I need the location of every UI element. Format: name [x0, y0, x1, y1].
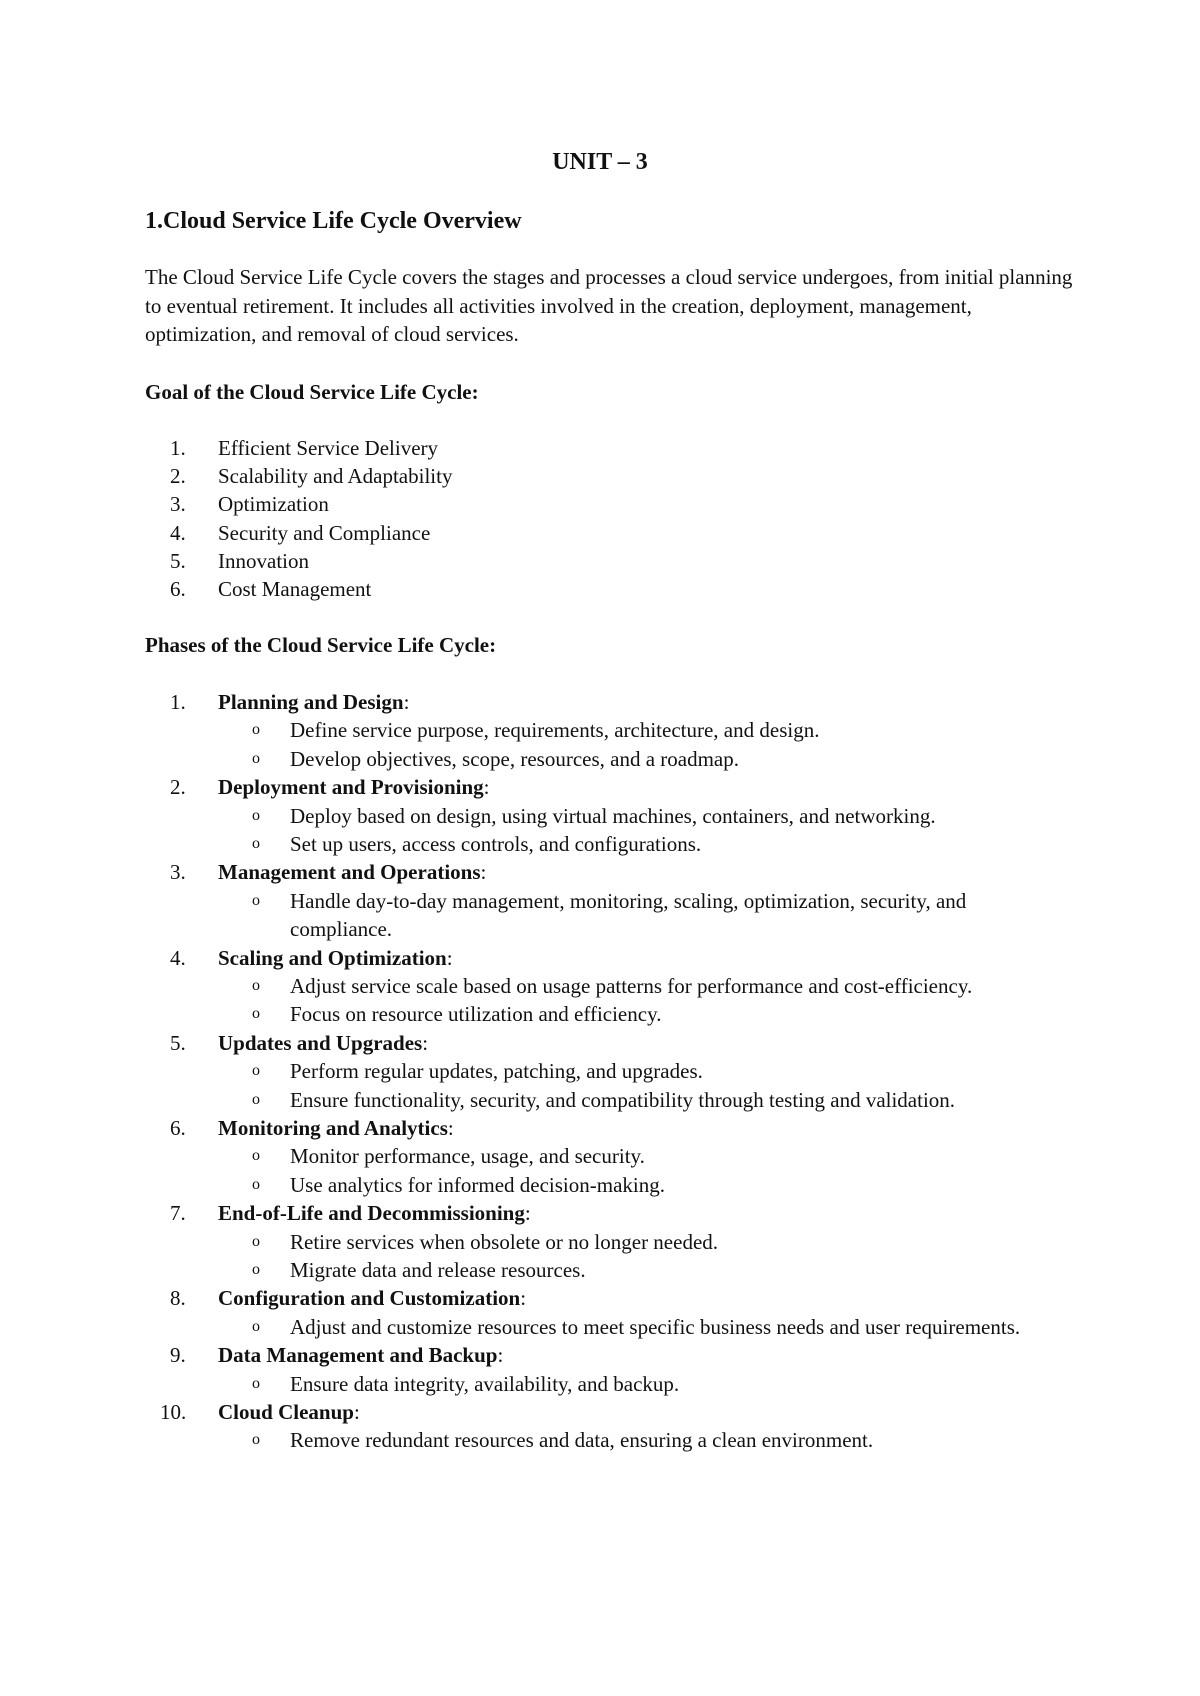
phase-colon: : — [520, 1286, 527, 1311]
phase-header — [0, 688, 1200, 716]
goal-number: 1. — [170, 436, 186, 460]
section-title: 1.Cloud Service Life Cycle Overview — [145, 208, 522, 234]
goal-item — [0, 547, 1200, 575]
bullet-icon: o — [252, 1147, 260, 1165]
goal-text: Optimization — [218, 492, 329, 517]
phase-header — [0, 1029, 1200, 1057]
goal-heading: Goal of the Cloud Service Life Cycle: — [145, 380, 479, 404]
subpoint-text: Adjust service scale based on usage patterns for performance and cost-efficiency. — [290, 974, 973, 998]
phase-colon: : — [480, 860, 487, 885]
goal-text: Efficient Service Delivery — [218, 436, 439, 460]
goal-item — [0, 575, 1200, 603]
phase-label — [218, 1114, 454, 1142]
phase-number: 4. — [170, 945, 186, 970]
phase-subpoint — [0, 1228, 1200, 1256]
goal-number: 3. — [170, 492, 186, 517]
phase-subpoint — [0, 1142, 1200, 1170]
phase-item — [0, 944, 1200, 1029]
phase-subpoint — [0, 1313, 1200, 1341]
phase-title: Cloud Cleanup — [218, 1400, 354, 1425]
phase-header — [0, 944, 1200, 972]
phase-label — [218, 773, 490, 801]
phase-title: Planning and Design — [218, 690, 404, 714]
phase-colon: : — [353, 1400, 360, 1425]
unit-title: UNIT – 3 — [552, 149, 648, 175]
phase-number: 10. — [160, 1400, 187, 1425]
phase-title: Updates and Upgrades — [218, 1030, 423, 1055]
phase-label — [218, 1199, 531, 1227]
phase-number: 3. — [170, 860, 186, 885]
bullet-icon: o — [252, 1232, 260, 1250]
phase-label — [218, 688, 409, 716]
subpoint-text: Define service purpose, requirements, architecture, and design. — [290, 718, 820, 743]
phase-title: End-of-Life and Decommissioning — [218, 1201, 525, 1226]
bullet-icon: o — [252, 1374, 260, 1392]
subpoint-text: Adjust and customize resources to meet specific business needs and user requirements. — [290, 1314, 1021, 1339]
phase-colon: : — [497, 1343, 504, 1368]
phase-item — [0, 1199, 1200, 1284]
bullet-icon: o — [252, 721, 260, 739]
bullet-icon: o — [252, 1431, 260, 1449]
bullet-icon: o — [252, 806, 260, 824]
phase-number: 6. — [170, 1116, 186, 1141]
intro-paragraph: The Cloud Service Life Cycle covers the stages and processes a cloud service undergoes, from initial planning to eventual retirement. It includes all activities involved in the creation, deployment, management, optimization, and removal of cloud services. — [145, 265, 1073, 346]
goal-text: Innovation — [218, 548, 309, 573]
phase-subpoint — [0, 887, 1200, 944]
phase-subpoint — [0, 1057, 1200, 1085]
phase-colon: : — [403, 690, 410, 714]
subpoint-text: Migrate data and release resources. — [290, 1258, 586, 1283]
goal-item — [0, 462, 1200, 490]
subpoint-text: Handle day-to-day management, monitoring, scaling, optimization, security, and compliance. — [290, 888, 967, 942]
phase-subpoint — [0, 716, 1200, 744]
bullet-icon: o — [252, 891, 260, 909]
phase-title: Data Management and Backup — [218, 1343, 498, 1368]
phase-subpoint — [0, 745, 1200, 773]
phase-subpoint — [0, 972, 1200, 1000]
phase-header — [0, 773, 1200, 801]
phase-header — [0, 1114, 1200, 1142]
phase-item — [0, 1398, 1200, 1455]
goal-text: Scalability and Adaptability — [218, 464, 453, 489]
bullet-icon: o — [252, 749, 260, 767]
phase-item — [0, 1114, 1200, 1199]
phase-title: Monitoring and Analytics — [218, 1116, 448, 1141]
subpoint-text: Perform regular updates, patching, and upgrades. — [290, 1059, 703, 1084]
phase-number: 2. — [170, 775, 186, 800]
phase-label — [218, 1284, 526, 1312]
phase-label — [218, 858, 486, 886]
goal-text: Security and Compliance — [218, 520, 431, 545]
phase-item — [0, 688, 1200, 773]
phase-title: Configuration and Customization — [218, 1286, 521, 1311]
phase-header — [0, 1284, 1200, 1312]
phase-number: 9. — [170, 1343, 186, 1368]
bullet-icon: o — [252, 1062, 260, 1080]
bullet-icon: o — [252, 1005, 260, 1023]
phase-colon: : — [446, 945, 453, 970]
goal-item — [0, 519, 1200, 547]
phase-item — [0, 773, 1200, 858]
goal-list — [0, 434, 1200, 603]
goal-number: 6. — [170, 576, 186, 601]
subpoint-text: Retire services when obsolete or no longer needed. — [290, 1229, 719, 1254]
phase-number: 7. — [170, 1201, 186, 1226]
phase-subpoint — [0, 1000, 1200, 1028]
phases-heading: Phases of the Cloud Service Life Cycle: — [145, 633, 497, 657]
phase-subpoint — [0, 802, 1200, 830]
phase-header — [0, 1341, 1200, 1369]
phase-subpoint — [0, 1256, 1200, 1284]
bullet-icon: o — [252, 1175, 260, 1193]
phase-title: Scaling and Optimization — [218, 945, 447, 970]
phase-number: 1. — [170, 690, 186, 714]
subpoint-text: Remove redundant resources and data, ensuring a clean environment. — [290, 1428, 874, 1453]
phase-colon: : — [483, 775, 490, 800]
phase-label — [218, 944, 453, 972]
bullet-icon: o — [252, 1317, 260, 1335]
phase-colon: : — [447, 1116, 454, 1141]
phase-subpoint — [0, 1370, 1200, 1398]
phase-item — [0, 1341, 1200, 1398]
phase-number: 8. — [170, 1286, 186, 1311]
goal-item — [0, 434, 1200, 462]
phases-list — [0, 688, 1200, 1455]
phase-item — [0, 858, 1200, 943]
phase-item — [0, 1284, 1200, 1341]
phase-title: Deployment and Provisioning — [218, 775, 484, 800]
bullet-icon: o — [252, 1090, 260, 1108]
goal-text: Cost Management — [218, 576, 372, 601]
goal-number: 2. — [170, 464, 186, 489]
phase-header — [0, 1398, 1200, 1426]
goal-number: 5. — [170, 548, 186, 573]
subpoint-text: Set up users, access controls, and configurations. — [290, 832, 702, 856]
phase-header — [0, 858, 1200, 886]
phase-subpoint — [0, 830, 1200, 858]
phase-label — [218, 1029, 428, 1057]
subpoint-text: Focus on resource utilization and efficiency. — [290, 1002, 662, 1027]
subpoint-text: Ensure data integrity, availability, and backup. — [290, 1371, 680, 1396]
phase-subpoint — [0, 1171, 1200, 1199]
goal-number: 4. — [170, 520, 186, 545]
phase-label — [218, 1398, 360, 1426]
phase-colon: : — [524, 1201, 531, 1226]
phase-header — [0, 1199, 1200, 1227]
bullet-icon: o — [252, 1261, 260, 1279]
bullet-icon: o — [252, 977, 260, 994]
bullet-icon: o — [252, 835, 260, 852]
subpoint-text: Monitor performance, usage, and security. — [290, 1144, 645, 1169]
phase-subpoint — [0, 1426, 1200, 1454]
subpoint-text: Deploy based on design, using virtual machines, containers, and networking. — [290, 803, 936, 828]
goal-item — [0, 490, 1200, 518]
subpoint-text: Ensure functionality, security, and compatibility through testing and validation. — [290, 1087, 956, 1112]
phase-colon: : — [422, 1030, 429, 1055]
phase-title: Management and Operations — [218, 860, 481, 885]
phase-subpoint — [0, 1086, 1200, 1114]
phase-label — [218, 1341, 503, 1369]
subpoint-text: Use analytics for informed decision-making. — [290, 1172, 665, 1197]
subpoint-text: Develop objectives, scope, resources, and a roadmap. — [290, 746, 739, 771]
phase-item — [0, 1029, 1200, 1114]
phase-number: 5. — [170, 1030, 186, 1055]
